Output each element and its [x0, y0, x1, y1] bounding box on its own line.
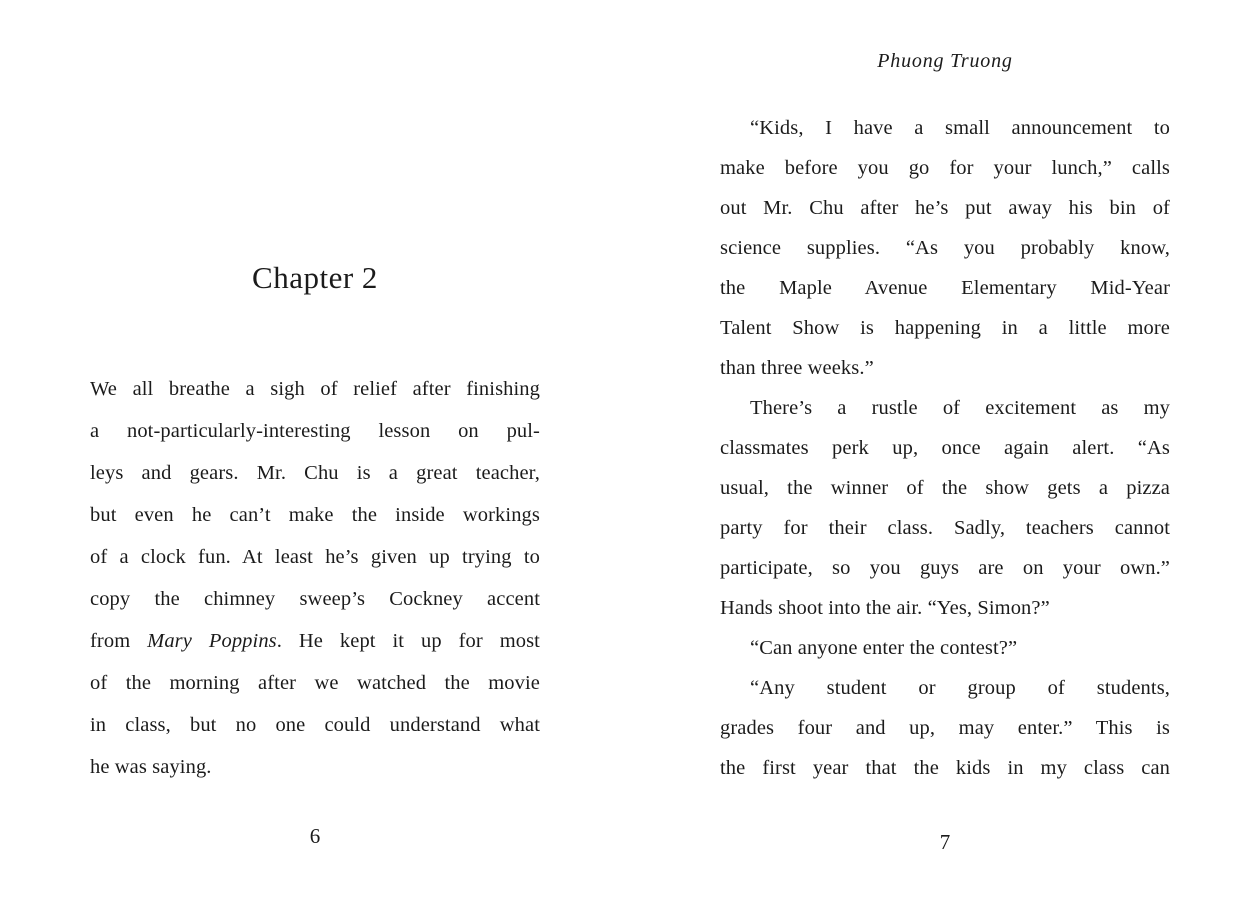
left-page	[90, 0, 540, 900]
text-line: he was saying.	[90, 756, 212, 778]
text-line: of the morning after we watched the movie	[90, 672, 540, 694]
text-line: the Maple Avenue Elementary Mid-Year	[720, 277, 1170, 299]
text-line: out Mr. Chu after he’s put away his bin of	[720, 197, 1170, 219]
text-line: usual, the winner of the show gets a pizza	[720, 477, 1170, 499]
text-line: of a clock fun. At least he’s given up trying to	[90, 546, 540, 568]
text-line: a not-particularly-interesting lesson on pul-	[90, 420, 540, 442]
right-page-text	[720, 108, 1170, 788]
text-line: copy the chimney sweep’s Cockney accent	[90, 588, 540, 610]
text-line: Hands shoot into the air. “Yes, Simon?”	[720, 597, 1050, 619]
text-line: science supplies. “As you probably know,	[720, 237, 1170, 259]
text-line: There’s a rustle of excitement as my	[750, 397, 1170, 419]
left-page-text	[90, 368, 540, 788]
text-line: “Can anyone enter the contest?”	[750, 637, 1018, 659]
text-line: “Any student or group of students,	[750, 677, 1170, 699]
text-line: grades four and up, may enter.” This is	[720, 717, 1170, 739]
text-line: Talent Show is happening in a little more	[720, 317, 1170, 339]
text-line: make before you go for your lunch,” calls	[720, 157, 1170, 179]
text-line: participate, so you guys are on your own.”	[720, 557, 1170, 579]
text-line: the first year that the kids in my class can	[720, 757, 1170, 779]
text-line: We all breathe a sigh of relief after finishing	[90, 378, 540, 400]
text-line: but even he can’t make the inside workings	[90, 504, 540, 526]
text-line: party for their class. Sadly, teachers cannot	[720, 517, 1170, 539]
text-line: in class, but no one could understand what	[90, 714, 540, 736]
page-number-right: 7	[939, 830, 951, 854]
chapter-heading: Chapter 2	[252, 260, 378, 295]
text-line: from Mary Poppins. He kept it up for most	[90, 630, 540, 652]
text-line: than three weeks.”	[720, 357, 874, 379]
right-page	[720, 0, 1170, 900]
page-number-left: 6	[309, 824, 321, 848]
text-line: “Kids, I have a small announcement to	[750, 117, 1170, 139]
running-header: Phuong Truong	[877, 50, 1013, 72]
text-line: classmates perk up, once again alert. “As	[720, 437, 1170, 459]
text-line: leys and gears. Mr. Chu is a great teacher,	[90, 462, 540, 484]
